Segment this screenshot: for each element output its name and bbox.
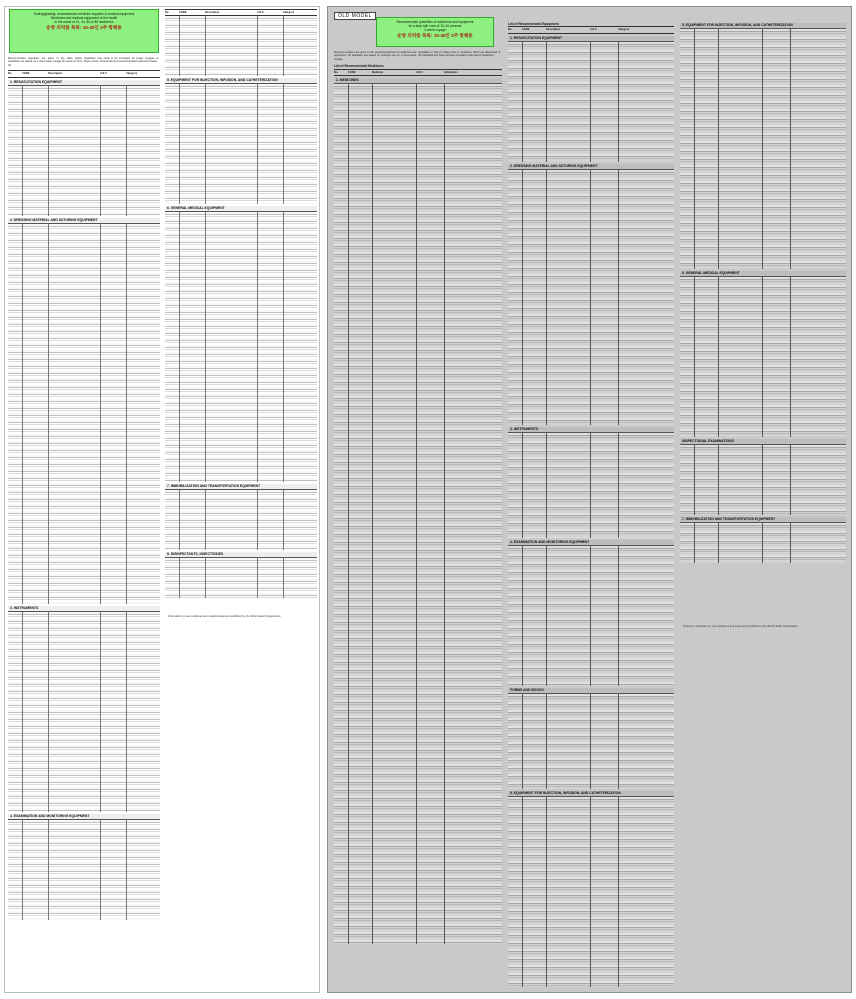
banner-line: 3-week voyage <box>424 28 446 32</box>
banner-line: Sorting/grading: recommended medicine supplies & medical equipment <box>33 12 135 16</box>
table-rows <box>508 42 674 162</box>
section-heading: 3. INSTRUMENTS <box>8 606 160 612</box>
document-tag: OLD MODEL <box>334 12 376 20</box>
section-heading: 8. DISINFECTANTS, INSECTICIDES <box>165 552 317 558</box>
left-title-banner <box>9 9 159 53</box>
footnote: Footnote: information on new medicines and equipment published by the World Health Organization <box>683 625 798 628</box>
table-rows <box>508 170 674 425</box>
table-rows <box>508 797 674 987</box>
table-header: No. CODE Description A B C Category <box>165 9 317 16</box>
right-title-banner <box>376 17 494 47</box>
banner-line: Recommended quantities of medicines and equipment <box>396 20 474 24</box>
table-rows <box>680 523 846 563</box>
left-column-b <box>165 9 317 609</box>
table-rows <box>680 445 846 515</box>
table-rows <box>680 277 846 437</box>
table-rows <box>508 694 674 789</box>
banner-line: in the name of 10, 40, 60 or 80 medicines <box>54 20 114 24</box>
section-heading: 3. INSTRUMENTS <box>508 427 674 433</box>
table-rows <box>8 820 160 920</box>
section-heading: 1. RESUSCITATION EQUIPMENT <box>508 36 674 42</box>
intro-text <box>8 57 160 67</box>
table-rows <box>508 546 674 686</box>
section-heading: INSPECTIONAL EXAMINATIONS <box>680 439 846 445</box>
intro-paragraph: Running numbers are given to the recommended list of medicines and equipment. All quantities are based on average use on a three-week voyage. <box>334 51 417 61</box>
section-heading: 7. IMMOBILIZATION AND TRANSPORTATION EQUIPMENT <box>680 517 846 523</box>
banner-korean-title: 운항 의약품 목록: 10-40인 3주 항해용 <box>397 33 473 38</box>
right-column-c <box>680 21 846 621</box>
intro-paragraph: Recommended quantities are given in the table below. Quantities are based on a three-week voyage for crews of 10 to 40. <box>8 57 83 67</box>
section-heading: 6. GENERAL MEDICAL EQUIPMENT <box>165 206 317 212</box>
section-heading: 4. EXAMINATION AND MONITORING EQUIPMENT <box>8 814 160 820</box>
section-heading: 2. DRESSING MATERIAL AND SUTURING EQUIPMENT <box>508 164 674 170</box>
table-rows <box>508 433 674 538</box>
section-heading: 6. GENERAL MEDICAL EQUIPMENT <box>680 271 846 277</box>
table-rows <box>680 29 846 269</box>
section-heading: 4. EXAMINATION AND MONITORING EQUIPMENT <box>508 540 674 546</box>
table-header: No. CODE Description A B C Category <box>508 26 674 33</box>
table-header: No. CODE Description A B C Category <box>8 70 160 77</box>
right-column-b <box>508 21 674 987</box>
right-column-a <box>334 51 502 987</box>
list-title: List of Recommended Equipment <box>508 22 559 26</box>
table-rows <box>165 84 317 204</box>
banner-line: for a ship with crew of 10–40 persons <box>408 24 462 28</box>
table-rows <box>8 612 160 812</box>
table-rows <box>165 212 317 482</box>
section-heading: 5. EQUIPMENT FOR INJECTION, INFUSION, AND CATHETERIZATION <box>680 23 846 29</box>
list-title: List of Recommended Medicines <box>334 64 384 69</box>
table-rows <box>165 16 317 76</box>
section-heading: 1. MEDICINES <box>334 78 502 84</box>
intro-paragraph: Quantities in bold or italics refer to medicines which are dispensed to the individual and have not been included in the total of medicines. <box>417 51 501 58</box>
table-rows <box>165 490 317 550</box>
table-rows <box>165 558 317 598</box>
table-header: No. CODE Medicine A B C Indications <box>334 69 502 76</box>
banner-korean-title: 운항 의약품 목록: 10-40인 3주 항해용 <box>46 25 122 30</box>
section-heading: 1. RESUSCITATION EQUIPMENT <box>8 80 160 86</box>
section-heading: 7. IMMOBILIZATION AND TRANSPORTATION EQUIPMENT <box>165 484 317 490</box>
section-heading: 5. EQUIPMENT FOR INJECTION, INFUSION, AND CATHETERIZATION <box>508 791 674 797</box>
right-document-page <box>327 6 852 993</box>
intro-text <box>334 51 502 61</box>
banner-line: Medicines and medical equipment of the health <box>50 16 118 20</box>
intro-paragraph: Quantities may need to be increased for longer voyages or larger crews. Consult the list of recommended equipment below. <box>83 57 159 64</box>
table-rows <box>8 224 160 604</box>
section-heading: 2. DRESSING MATERIAL AND SUTURING EQUIPMENT <box>8 218 160 224</box>
table-rows <box>334 84 502 944</box>
footnote: Information on new medicines and medical equipment published by the World Health Organization <box>168 615 281 618</box>
left-column-a <box>8 57 160 943</box>
section-heading: FORMS AND BOOKS <box>508 688 674 694</box>
section-heading: 5. EQUIPMENT FOR INJECTION, INFUSION, AND CATHETERIZATION <box>165 78 317 84</box>
table-rows <box>8 86 160 216</box>
left-document-page <box>4 6 320 993</box>
